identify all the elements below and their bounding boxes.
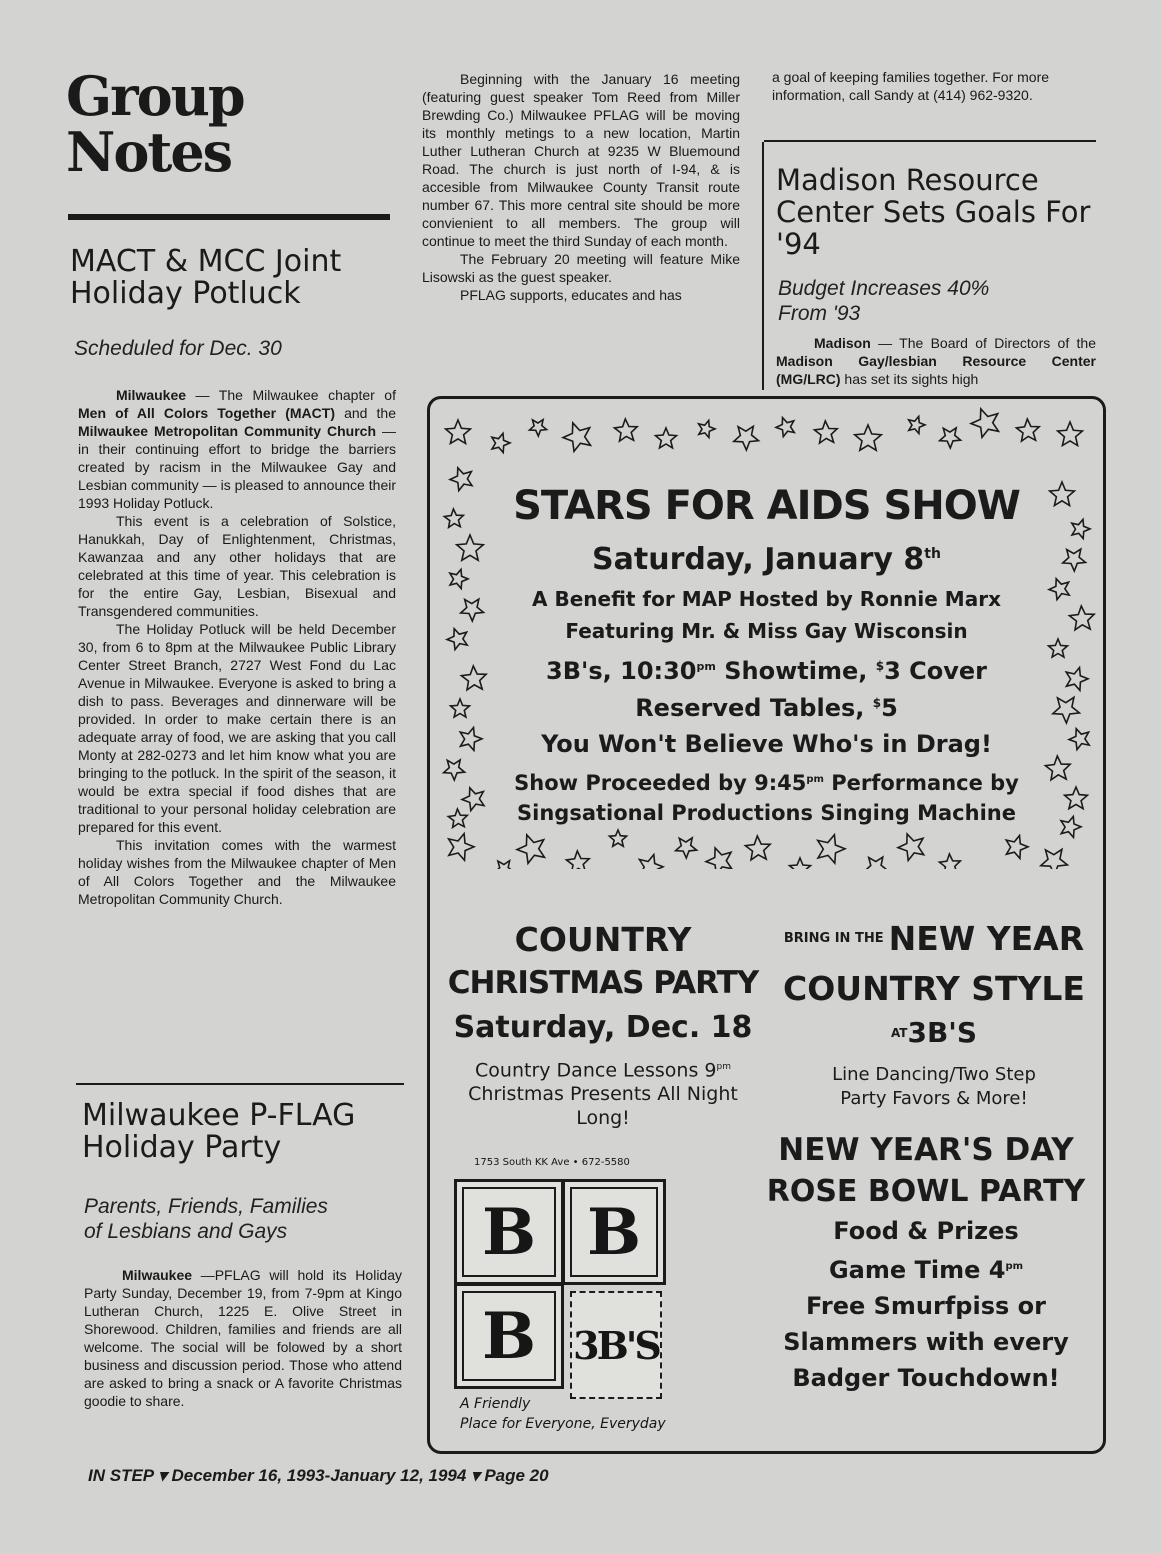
star-icon: [1041, 849, 1068, 869]
featuring-line: Featuring Mr. & Miss Gay Wisconsin: [565, 619, 968, 643]
star-icon: [940, 428, 961, 448]
drag-line: You Won't Believe Who's in Drag!: [541, 730, 992, 758]
country-long: Long!: [576, 1107, 630, 1130]
proceeded-line: Show Proceeded by $9:45^{pm}$ Performance by: [514, 771, 1019, 795]
game-time-line: Game Time $4^{pm}$: [828, 1256, 1024, 1284]
pflag-headline: Milwaukee P-FLAG Holiday Party: [82, 1098, 356, 1165]
star-icon: [790, 858, 811, 869]
star-icon: [1058, 422, 1083, 446]
logo-tagline: A Friendly Place for Everyone, Everyday: [460, 1396, 666, 1432]
country-presents: Christmas Presents All Night: [468, 1083, 738, 1106]
mact-paragraph-3: The Holiday Potluck will be held December 30, from 6 to 8pm at the Milwaukee Public Library Center Street Branch, 2727 West Fond du Lac Avenue in Milwaukee. Everyone is asked to bring a dish to pass. Beverages and dinnerware will be provided. In order to make certain there is an adequate array of food, we are asking that you call Monty at 282-0273 and let him know what you are bringing to the potluck. In the spirit of the season, it would be extra special if food dishes that are traditional to your personal holiday celebration are prepared for this event.: [78, 621, 396, 835]
food-prizes-line: Food & Prizes: [833, 1217, 1019, 1245]
madison-column-rule: [762, 142, 764, 390]
mact-dateline: Milwaukee: [116, 387, 187, 403]
madison-dateline: Madison: [814, 335, 871, 351]
star-icon: [563, 423, 591, 452]
middle-paragraph-2: The February 20 meeting will feature Mike Lisowski as the guest speaker.: [422, 251, 740, 285]
free-line-2: Slammers with every: [783, 1328, 1069, 1356]
logo-block-bottom-left: B: [454, 1283, 564, 1389]
logo-block-top-right: B: [562, 1179, 666, 1285]
country-lessons: Country Dance Lessons $9^{pm}$: [475, 1059, 731, 1082]
new-year-section: [768, 917, 1100, 1111]
star-icon: [492, 433, 510, 452]
pflag-rule: [76, 1083, 404, 1085]
star-icon: [676, 838, 697, 858]
mact-article-body: [78, 386, 396, 908]
star-icon: [566, 851, 589, 869]
pflag-continued-body: [422, 70, 740, 304]
reserved-tables-line: Reserved Tables, $5: [635, 694, 898, 722]
rose-bowl-section: [748, 1129, 1104, 1396]
country-line1: COUNTRY: [514, 920, 692, 959]
masthead: [66, 64, 396, 184]
mact-paragraph-4: This invitation comes with the warmest holiday wishes from the Milwaukee chapter of Men of All Colors Together and the Milwaukee Metropolitan Community Church.: [78, 837, 396, 907]
star-icon: [939, 854, 960, 869]
country-style-line: COUNTRY STYLE: [783, 969, 1085, 1008]
star-icon: [776, 418, 794, 437]
madison-article-body: [776, 334, 1096, 388]
singsational-line: Singsational Productions Singing Machine: [517, 801, 1016, 825]
star-icon: [734, 426, 759, 450]
show-date: Saturday, January 8th: [592, 542, 941, 577]
page-footer: IN STEP ▾ December 16, 1993-January 12, 1994 ▾ Page 20: [88, 1466, 549, 1485]
star-icon: [1016, 419, 1039, 441]
free-line-1: Free Smurfpiss or: [806, 1292, 1046, 1320]
star-icon: [818, 835, 845, 864]
pflag-continued-end: a goal of keeping families together. For more information, call Sandy at (414) 962-9320.: [772, 69, 1050, 103]
star-icon: [745, 836, 770, 860]
star-icon: [898, 834, 924, 861]
address-line: 1753 South KK Ave • 672-5580: [474, 1157, 630, 1168]
3bs-advertisement: [427, 396, 1106, 1454]
pflag-article-body: [84, 1266, 402, 1410]
mact-paragraph-2: This event is a celebration of Solstice, Hanukkah, Day of Enlightenment, Christmas, Kawanzaa and any other holidays that are celebrated at this time of year. This celebration is for the entire Gay, Lesbian, Bisexual and Transgendered communities.: [78, 513, 396, 619]
pflag-dateline: Milwaukee: [122, 1267, 193, 1283]
pflag-subtitle: Parents, Friends, Families of Lesbians and Gays: [84, 1195, 328, 1243]
mact-headline: MACT & MCC Joint Holiday Potluck: [70, 244, 342, 311]
star-icon: [449, 834, 474, 861]
madison-subtitle: Budget Increases 40% From '93: [778, 277, 990, 325]
star-icon: [614, 419, 637, 441]
showtime-line: 3B's, $10:30^{pm}$ Showtime, $3 Cover: [546, 657, 987, 685]
star-icon: [609, 830, 626, 846]
free-line-3: Badger Touchdown!: [792, 1364, 1060, 1392]
at-3bs-line: $^{AT}$3B'S: [890, 1016, 978, 1049]
star-icon: [855, 425, 882, 450]
party-favors-line: Party Favors & More!: [840, 1088, 1028, 1109]
star-icon: [865, 857, 888, 869]
pflag-paragraph-1: Milwaukee —PFLAG will hold its Holiday Party Sunday, December 19, from 7-9pm at Kingo Lutheran Church, 1225 E. Olive Street in Shorewood. Children, families and friends are all welcome. The social will be folowed by a short business and discussion period. Those who attend are asked to bring a snack or A favorite Christmas goodie to share.: [84, 1267, 402, 1409]
star-icon: [909, 416, 925, 433]
country-christmas-section: [438, 919, 768, 1130]
star-icon: [656, 428, 677, 448]
madison-headline: Madison Resource Center Sets Goals For '94: [776, 163, 1091, 261]
madison-rule: [764, 140, 1096, 142]
star-icon: [495, 861, 514, 869]
star-icon: [1006, 836, 1028, 859]
star-icon: [699, 420, 715, 437]
star-icon: [446, 420, 471, 444]
masthead-line1: Group: [66, 64, 244, 128]
new-years-day-line: NEW YEAR'S DAY: [778, 1132, 1074, 1168]
star-icon: [639, 855, 663, 869]
star-icon: [517, 835, 545, 864]
country-date: Saturday, Dec. 18: [453, 1010, 753, 1045]
rose-bowl-line: ROSE BOWL PARTY: [766, 1174, 1086, 1209]
country-line2: CHRISTMAS PARTY: [447, 965, 759, 1001]
new-year-headline: $^{BRING IN THE}$ NEW YEAR: [783, 919, 1085, 958]
line-dancing-line: Line Dancing/Two Step: [832, 1064, 1036, 1085]
star-icon: [971, 409, 999, 438]
mact-paragraph-1: Milwaukee — The Milwaukee chapter of Men of All Colors Together (MACT) and the Milwaukee Metropolitan Community Church — in their continuing effort to bridge the barriers created by racism in the Milwaukee Gay and Lesbian community — is pleased to announce their 1993 Holiday Potluck.: [78, 387, 396, 511]
star-icon: [706, 848, 732, 869]
masthead-rule: [68, 214, 390, 220]
star-icon: [530, 420, 547, 436]
middle-paragraph-1: Beginning with the January 16 meeting (featuring guest speaker Tom Reed from Miller Brewding Co.) Milwaukee PFLAG will be moving its monthly metings to a new location, Martin Luther Lutheran Church at 9235 W Bluemound Road. The church is just north of I-94, & is accesible from Milwaukee County Transit route number 67. This more central site should be more convienient to all members. The group will continue to meet the third Sunday of each month.: [422, 71, 740, 249]
masthead-line2: Notes: [66, 120, 232, 184]
middle-paragraph-3: PFLAG supports, educates and has: [460, 287, 682, 303]
star-icon: [814, 421, 837, 443]
stars-for-aids-headline: STARS FOR AIDS SHOW: [513, 483, 1020, 529]
logo-block-top-left: B: [454, 1179, 564, 1285]
madison-paragraph-1: Madison — The Board of Directors of the Madison Gay/lesbian Resource Center (MG/LRC) has set its sights high: [776, 335, 1096, 387]
logo-block-3bs: 3B'S: [570, 1291, 662, 1399]
benefit-line: A Benefit for MAP Hosted by Ronnie Marx: [532, 587, 1001, 611]
mact-subtitle: Scheduled for Dec. 30: [74, 337, 282, 360]
